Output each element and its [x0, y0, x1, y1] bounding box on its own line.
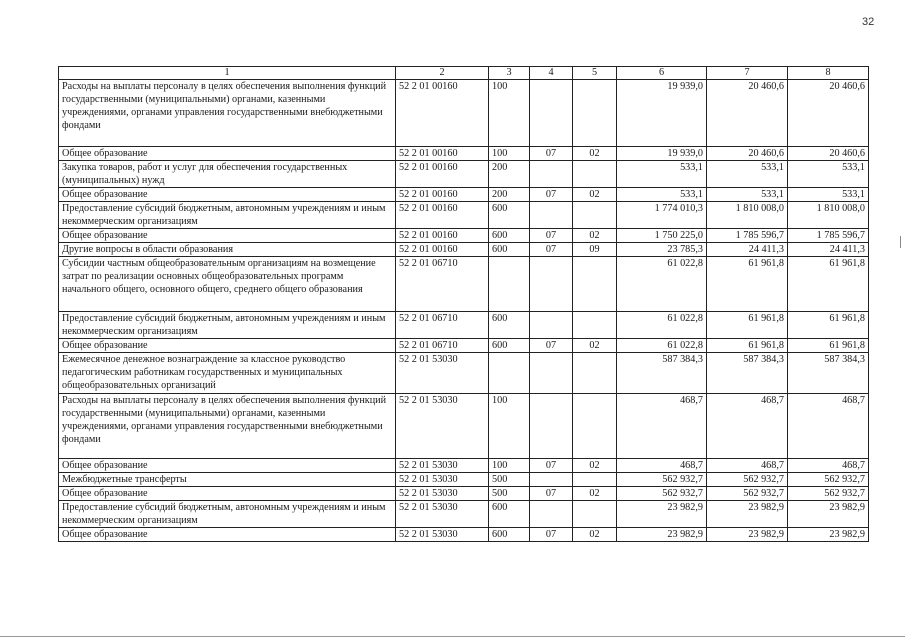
section-code: 07	[530, 487, 573, 501]
header-cell: 2	[396, 67, 489, 80]
subsection-code: 02	[573, 147, 617, 161]
section-code: 07	[530, 339, 573, 353]
target-article-code: 52 2 01 06710	[396, 257, 489, 312]
subsection-code: 02	[573, 528, 617, 542]
row-description: Другие вопросы в области образования	[59, 243, 396, 257]
section-code: 07	[530, 188, 573, 202]
target-article-code: 52 2 01 00160	[396, 188, 489, 202]
expense-type-code: 200	[489, 161, 530, 188]
expense-type-code: 100	[489, 147, 530, 161]
header-cell: 1	[59, 67, 396, 80]
subsection-code	[573, 161, 617, 188]
table-row	[59, 202, 869, 229]
subsection-code: 02	[573, 188, 617, 202]
amount-col-7: 24 411,3	[707, 243, 788, 257]
target-article-code: 52 2 01 53030	[396, 353, 489, 394]
table-row	[59, 339, 869, 353]
row-description: Предоставление субсидий бюджетным, автономным учреждениям и иным некоммерческим организациям	[59, 501, 396, 528]
target-article-code: 52 2 01 00160	[396, 229, 489, 243]
subsection-code: 02	[573, 229, 617, 243]
amount-col-7: 23 982,9	[707, 501, 788, 528]
amount-col-8: 1 785 596,7	[788, 229, 869, 243]
amount-col-6: 1 774 010,3	[617, 202, 707, 229]
section-code: 07	[530, 243, 573, 257]
subsection-code	[573, 473, 617, 487]
section-code	[530, 394, 573, 459]
amount-col-8: 23 982,9	[788, 528, 869, 542]
amount-col-8: 468,7	[788, 394, 869, 459]
section-code	[530, 312, 573, 339]
subsection-code	[573, 394, 617, 459]
amount-col-7: 20 460,6	[707, 147, 788, 161]
amount-col-6: 61 022,8	[617, 339, 707, 353]
amount-col-6: 587 384,3	[617, 353, 707, 394]
amount-col-8: 20 460,6	[788, 147, 869, 161]
table-row	[59, 312, 869, 339]
header-cell: 7	[707, 67, 788, 80]
expense-type-code	[489, 257, 530, 312]
row-description: Субсидии частным общеобразовательным организациям на возмещение затрат по реализации основных общеобразовательных программ начального общего, основного общего, среднего общего образования	[59, 257, 396, 312]
amount-col-7: 533,1	[707, 188, 788, 202]
subsection-code	[573, 312, 617, 339]
target-article-code: 52 2 01 53030	[396, 473, 489, 487]
row-description: Общее образование	[59, 339, 396, 353]
section-code	[530, 202, 573, 229]
table-row	[59, 459, 869, 473]
section-code: 07	[530, 147, 573, 161]
amount-col-8: 61 961,8	[788, 312, 869, 339]
amount-col-8: 24 411,3	[788, 243, 869, 257]
amount-col-7: 61 961,8	[707, 312, 788, 339]
row-description: Общее образование	[59, 487, 396, 501]
amount-col-6: 19 939,0	[617, 80, 707, 147]
amount-col-7: 20 460,6	[707, 80, 788, 147]
target-article-code: 52 2 01 53030	[396, 528, 489, 542]
target-article-code: 52 2 01 00160	[396, 243, 489, 257]
amount-col-7: 61 961,8	[707, 339, 788, 353]
amount-col-6: 468,7	[617, 394, 707, 459]
header-cell: 6	[617, 67, 707, 80]
row-description: Межбюджетные трансферты	[59, 473, 396, 487]
amount-col-6: 562 932,7	[617, 473, 707, 487]
expense-type-code: 100	[489, 80, 530, 147]
amount-col-7: 562 932,7	[707, 473, 788, 487]
target-article-code: 52 2 01 00160	[396, 202, 489, 229]
header-cell: 8	[788, 67, 869, 80]
expense-type-code: 200	[489, 188, 530, 202]
amount-col-6: 1 750 225,0	[617, 229, 707, 243]
section-code	[530, 501, 573, 528]
subsection-code: 09	[573, 243, 617, 257]
section-code	[530, 257, 573, 312]
amount-col-7: 468,7	[707, 394, 788, 459]
section-code: 07	[530, 528, 573, 542]
table-row	[59, 501, 869, 528]
target-article-code: 52 2 01 53030	[396, 487, 489, 501]
row-description: Общее образование	[59, 528, 396, 542]
table-row	[59, 147, 869, 161]
expense-type-code: 600	[489, 339, 530, 353]
table-row	[59, 188, 869, 202]
amount-col-8: 20 460,6	[788, 80, 869, 147]
row-description: Общее образование	[59, 188, 396, 202]
amount-col-8: 533,1	[788, 188, 869, 202]
amount-col-6: 533,1	[617, 188, 707, 202]
amount-col-7: 587 384,3	[707, 353, 788, 394]
amount-col-8: 533,1	[788, 161, 869, 188]
subsection-code: 02	[573, 487, 617, 501]
amount-col-6: 23 982,9	[617, 528, 707, 542]
expense-type-code: 600	[489, 312, 530, 339]
expense-type-code: 100	[489, 394, 530, 459]
table-row	[59, 473, 869, 487]
scan-edge-mark	[900, 236, 901, 248]
amount-col-8: 61 961,8	[788, 257, 869, 312]
page-number: 32	[862, 16, 875, 28]
expense-type-code: 600	[489, 243, 530, 257]
row-description: Общее образование	[59, 229, 396, 243]
target-article-code: 52 2 01 00160	[396, 147, 489, 161]
amount-col-7: 468,7	[707, 459, 788, 473]
amount-col-8: 562 932,7	[788, 487, 869, 501]
table-row	[59, 487, 869, 501]
row-description: Общее образование	[59, 459, 396, 473]
amount-col-6: 468,7	[617, 459, 707, 473]
expense-type-code: 100	[489, 459, 530, 473]
amount-col-6: 23 982,9	[617, 501, 707, 528]
amount-col-6: 61 022,8	[617, 312, 707, 339]
row-description: Предоставление субсидий бюджетным, автономным учреждениям и иным некоммерческим организациям	[59, 202, 396, 229]
budget-table	[58, 66, 869, 542]
subsection-code	[573, 257, 617, 312]
expense-type-code: 600	[489, 501, 530, 528]
target-article-code: 52 2 01 53030	[396, 459, 489, 473]
table-row	[59, 257, 869, 312]
table-row	[59, 80, 869, 147]
amount-col-6: 61 022,8	[617, 257, 707, 312]
subsection-code	[573, 353, 617, 394]
target-article-code: 52 2 01 00160	[396, 161, 489, 188]
amount-col-8: 587 384,3	[788, 353, 869, 394]
expense-type-code: 500	[489, 487, 530, 501]
subsection-code	[573, 501, 617, 528]
target-article-code: 52 2 01 06710	[396, 312, 489, 339]
amount-col-8: 1 810 008,0	[788, 202, 869, 229]
row-description: Расходы на выплаты персоналу в целях обеспечения выполнения функций государственными (муниципальными) органами, казенными учреждениями, органами управления государственными внебюджетными фондами	[59, 394, 396, 459]
expense-type-code: 600	[489, 528, 530, 542]
section-code	[530, 80, 573, 147]
table-row	[59, 353, 869, 394]
amount-col-7: 23 982,9	[707, 528, 788, 542]
amount-col-8: 61 961,8	[788, 339, 869, 353]
table-row	[59, 161, 869, 188]
section-code: 07	[530, 229, 573, 243]
subsection-code: 02	[573, 339, 617, 353]
header-row	[59, 67, 869, 80]
amount-col-8: 468,7	[788, 459, 869, 473]
row-description: Общее образование	[59, 147, 396, 161]
amount-col-7: 1 785 596,7	[707, 229, 788, 243]
table-row	[59, 243, 869, 257]
amount-col-7: 562 932,7	[707, 487, 788, 501]
subsection-code	[573, 202, 617, 229]
table-row	[59, 394, 869, 459]
row-description: Закупка товаров, работ и услуг для обеспечения государственных (муниципальных) нужд	[59, 161, 396, 188]
expense-type-code	[489, 353, 530, 394]
amount-col-6: 23 785,3	[617, 243, 707, 257]
target-article-code: 52 2 01 06710	[396, 339, 489, 353]
amount-col-7: 61 961,8	[707, 257, 788, 312]
scan-bottom-line	[0, 636, 905, 637]
header-cell: 4	[530, 67, 573, 80]
section-code: 07	[530, 459, 573, 473]
row-description: Предоставление субсидий бюджетным, автономным учреждениям и иным некоммерческим организациям	[59, 312, 396, 339]
table-row	[59, 229, 869, 243]
target-article-code: 52 2 01 53030	[396, 394, 489, 459]
target-article-code: 52 2 01 00160	[396, 80, 489, 147]
expense-type-code: 600	[489, 202, 530, 229]
row-description: Ежемесячное денежное вознаграждение за классное руководство педагогическим работникам государственных и муниципальных общеобразовательных организаций	[59, 353, 396, 394]
table-row	[59, 528, 869, 542]
amount-col-8: 562 932,7	[788, 473, 869, 487]
target-article-code: 52 2 01 53030	[396, 501, 489, 528]
header-cell: 3	[489, 67, 530, 80]
section-code	[530, 161, 573, 188]
row-description: Расходы на выплаты персоналу в целях обеспечения выполнения функций государственными (муниципальными) органами, казенными учреждениями, органами управления государственными внебюджетными фондами	[59, 80, 396, 147]
expense-type-code: 600	[489, 229, 530, 243]
header-cell: 5	[573, 67, 617, 80]
expense-type-code: 500	[489, 473, 530, 487]
subsection-code	[573, 80, 617, 147]
amount-col-6: 533,1	[617, 161, 707, 188]
amount-col-6: 19 939,0	[617, 147, 707, 161]
amount-col-6: 562 932,7	[617, 487, 707, 501]
subsection-code: 02	[573, 459, 617, 473]
section-code	[530, 353, 573, 394]
amount-col-7: 1 810 008,0	[707, 202, 788, 229]
section-code	[530, 473, 573, 487]
amount-col-8: 23 982,9	[788, 501, 869, 528]
amount-col-7: 533,1	[707, 161, 788, 188]
